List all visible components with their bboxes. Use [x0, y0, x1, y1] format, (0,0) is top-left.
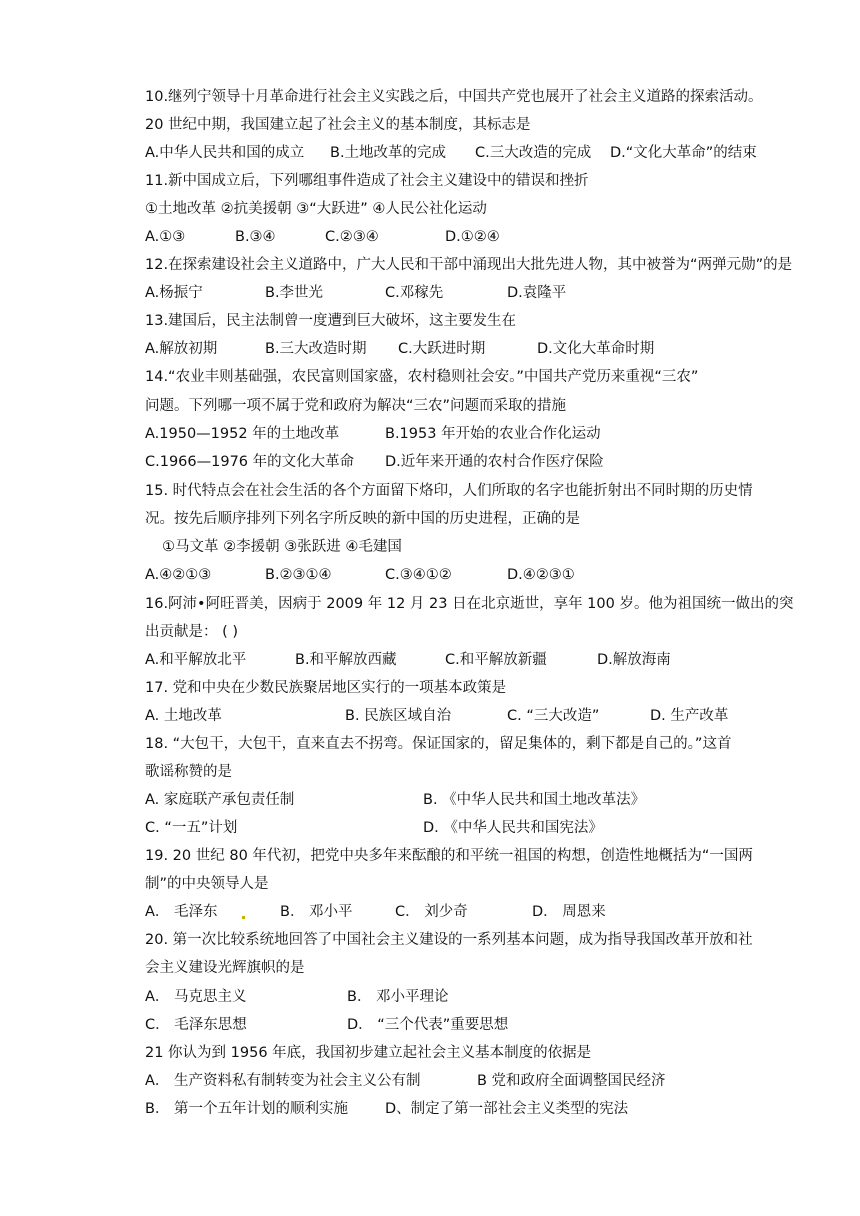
q19-option-c: C． 刘少奇 — [395, 904, 468, 920]
q19-option-a: A． 毛泽东 — [145, 904, 218, 920]
q19-stem-line2: 制”的中央领导人是 — [145, 876, 269, 892]
q10-option-c: C.三大改造的完成 — [475, 145, 592, 161]
q14-option-a: A.1950—1952 年的土地改革 — [145, 426, 340, 442]
q19-option-d: D． 周恩来 — [532, 904, 606, 920]
q13-option-d: D.文化大革命时期 — [537, 341, 655, 357]
q16-option-c: C.和平解放新疆 — [445, 652, 547, 668]
q10-stem-line1: 10.继列宁领导十月革命进行社会主义实践之后，中国共产党也展开了社会主义道路的探索活动。 — [145, 89, 763, 105]
q15-stem-line3: ①马文革 ②李援朝 ③张跃进 ④毛建国 — [162, 539, 402, 555]
q18-stem-line2: 歌谣称赞的是 — [145, 764, 232, 780]
q13-stem-line1: 13.建国后，民主法制曾一度遭到巨大破坏，这主要发生在 — [145, 313, 517, 329]
q11-option-a: A.①③ — [145, 229, 186, 245]
q12-option-c: C.邓稼先 — [385, 285, 444, 301]
q21-option-d: D、制定了第一部社会主义类型的宪法 — [385, 1101, 629, 1117]
q18-option-c: C. “一五”计划 — [145, 820, 238, 836]
q20-stem-line2: 会主义建设光辉旗帜的是 — [145, 960, 305, 976]
q15-option-a: A.④②①③ — [145, 567, 212, 583]
q10-option-b: B.土地改革的完成 — [330, 145, 447, 161]
q17-option-a: A. 土地改革 — [145, 708, 222, 724]
q18-option-b: B. 《中华人民共和国土地改革法》 — [423, 792, 646, 808]
q17-option-c: C. “三大改造” — [507, 708, 600, 724]
q11-stem-line2: ①土地改革 ②抗美援朝 ③“大跃进” ④人民公社化运动 — [145, 201, 487, 217]
q21-option-b2: B． 第一个五年计划的顺利实施 — [145, 1101, 349, 1117]
q17-option-b: B. 民族区域自治 — [345, 708, 452, 724]
q13-option-a: A.解放初期 — [145, 341, 218, 357]
q19-option-b: B． 邓小平 — [280, 904, 353, 920]
q21-option-a: A． 生产资料私有制转变为社会主义公有制 — [145, 1073, 421, 1089]
q14-stem-line2: 问题。下列哪一项不属于党和政府为解决“三农”问题而采取的措施 — [145, 398, 567, 414]
q13-option-b: B.三大改造时期 — [265, 341, 367, 357]
q13-option-c: C.大跃进时期 — [398, 341, 486, 357]
q18-option-d: D. 《中华人民共和国宪法》 — [423, 820, 603, 836]
q20-stem-line1: 20. 第一次比较系统地回答了中国社会主义建设的一系列基本问题，成为指导我国改革开放和社 — [145, 932, 753, 948]
q16-stem-line1: 16.阿沛•阿旺晋美，因病于 2009 年 12 月 23 日在北京逝世，享年 100 岁。他为祖国统一做出的突 — [145, 596, 794, 612]
q15-option-c: C.③④①② — [385, 567, 452, 583]
q12-option-a: A.杨振宁 — [145, 285, 203, 301]
q11-stem-line1: 11.新中国成立后，下列哪组事件造成了社会主义建设中的错误和挫折 — [145, 173, 589, 189]
q10-option-d: D.“文化大革命”的结束 — [610, 145, 757, 161]
q10-option-a: A.中华人民共和国的成立 — [145, 145, 305, 161]
q15-option-b: B.②③①④ — [265, 567, 332, 583]
q12-option-b: B.李世光 — [265, 285, 324, 301]
q15-option-d: D.④②③① — [507, 567, 575, 583]
q14-stem-line1: 14.“农业丰则基础强，农民富则国家盛，农村稳则社会安。”中国共产党历来重视“三农” — [145, 369, 699, 385]
q16-stem-line2: 出贡献是： ( ) — [145, 624, 239, 640]
q15-stem-line2: 况。按先后顺序排列下列名字所反映的新中国的历史进程，正确的是 — [145, 511, 580, 527]
q18-stem-line1: 18. “大包干，大包干，直来直去不拐弯。保证国家的，留足集体的，剩下都是自己的。”这首 — [145, 736, 732, 752]
q11-option-c: C.②③④ — [325, 229, 379, 245]
q18-option-a: A. 家庭联产承包责任制 — [145, 792, 295, 808]
q16-option-a: A.和平解放北平 — [145, 652, 247, 668]
q12-stem-line1: 12.在探索建设社会主义道路中，广大人民和干部中涌现出大批先进人物，其中被誉为“两弹元勋”的是 — [145, 257, 793, 273]
q16-option-d: D.解放海南 — [597, 652, 671, 668]
q14-option-d: D.近年来开通的农村合作医疗保险 — [385, 454, 604, 470]
q20-option-a: A． 马克思主义 — [145, 989, 247, 1005]
q20-option-c: C． 毛泽东思想 — [145, 1017, 247, 1033]
q19-stem-line1: 19. 20 世纪 80 年代初，把党中央多年来酝酿的和平统一祖国的构想，创造性地概括为“一国两 — [145, 848, 753, 864]
q16-option-b: B.和平解放西藏 — [295, 652, 397, 668]
q17-option-d: D. 生产改革 — [650, 708, 729, 724]
q21-option-b: B 党和政府全面调整国民经济 — [477, 1073, 666, 1089]
q11-option-b: B.③④ — [235, 229, 276, 245]
q11-option-d: D.①②④ — [445, 229, 500, 245]
q12-option-d: D.袁隆平 — [507, 285, 567, 301]
q14-option-b: B.1953 年开始的农业合作化运动 — [385, 426, 601, 442]
q15-stem-line1: 15. 时代特点会在社会生活的各个方面留下烙印，人们所取的名字也能折射出不同时期的历史情 — [145, 483, 753, 499]
q20-option-b: B． 邓小平理论 — [347, 989, 449, 1005]
q21-stem-line1: 21 你认为到 1956 年底，我国初步建立起社会主义基本制度的依据是 — [145, 1045, 592, 1061]
q14-option-c: C.1966—1976 年的文化大革命 — [145, 454, 355, 470]
q17-stem-line1: 17. 党和中央在少数民族聚居地区实行的一项基本政策是 — [145, 680, 507, 696]
q20-option-d: D． “三个代表”重要思想 — [347, 1017, 509, 1033]
stray-mark — [242, 916, 245, 919]
q10-stem-line2: 20 世纪中期，我国建立起了社会主义的基本制度，其标志是 — [145, 117, 531, 133]
